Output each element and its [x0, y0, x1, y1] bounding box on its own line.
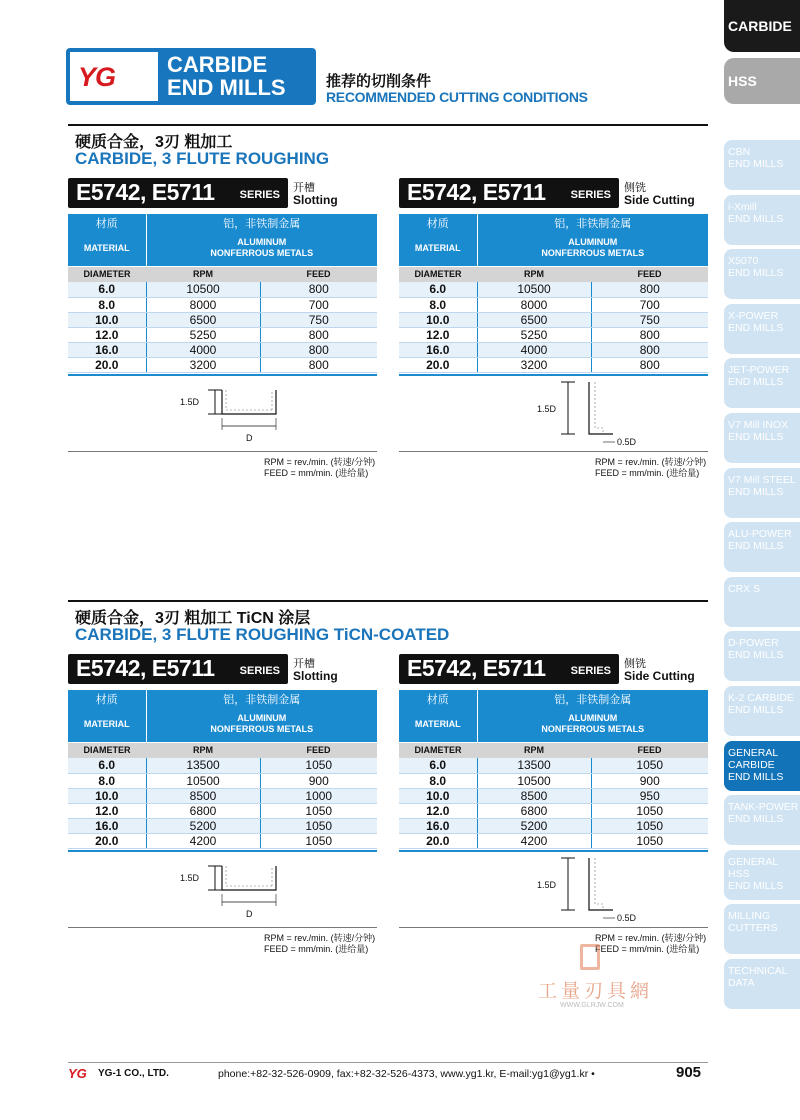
material-label-cn: 材质 [399, 690, 477, 707]
operation-cn: 侧铣 [624, 182, 646, 194]
cell-rpm: 5250 [146, 327, 260, 342]
series-suffix: SERIES [239, 665, 280, 677]
cell-diameter: 6.0 [68, 758, 146, 773]
table-bottom-border [68, 850, 377, 852]
diagram-divider [399, 451, 708, 452]
material-row-cn [399, 690, 708, 707]
side-tab-label: CBN [728, 146, 751, 158]
units-note-feed: FEED = mm/min. (进给量) [264, 944, 369, 954]
side-tab-label: END MILLS [728, 485, 784, 498]
material-value-cn: 铝，非铁制金属 [146, 690, 377, 707]
header-feed: FEED [260, 266, 377, 282]
side-tab-item[interactable] [724, 850, 800, 900]
material-value [477, 231, 708, 266]
side-tab-item[interactable] [724, 741, 800, 791]
side-tab-label: END MILLS [728, 770, 784, 783]
series-name: E5742, E5711 [76, 179, 215, 205]
cell-feed: 1050 [260, 818, 377, 833]
units-note [595, 933, 706, 955]
banner-title [167, 53, 286, 99]
cell-rpm: 10500 [477, 282, 591, 297]
table-header-row [399, 266, 708, 282]
diagram-width-label: D [246, 909, 253, 919]
table-row [399, 788, 708, 803]
section-divider [68, 124, 708, 126]
material-label-cn: 材质 [399, 214, 477, 231]
material-value [146, 231, 377, 266]
table-row [399, 818, 708, 833]
cell-diameter: 16.0 [399, 342, 477, 357]
operation-en: Side Cutting [624, 669, 695, 683]
operation-cn: 开槽 [293, 182, 315, 194]
header-rpm: RPM [477, 742, 591, 758]
side-navigation [724, 0, 800, 1040]
side-tab-label: CRX S [728, 582, 761, 595]
series-name: E5742, E5711 [407, 655, 546, 681]
watermark-logo [580, 944, 600, 970]
diagram-depth-label: 1.5D [537, 404, 557, 414]
material-row [68, 231, 377, 266]
side-tab-label: K-2 CARBIDE [728, 691, 794, 704]
material-value-cn: 铝，非铁制金属 [477, 214, 708, 231]
page-subtitle-en: RECOMMENDED CUTTING CONDITIONS [326, 89, 588, 105]
cell-rpm: 4200 [477, 833, 591, 848]
side-category-list [724, 140, 800, 1014]
side-tab-label: END MILLS [728, 321, 784, 334]
cell-rpm: 13500 [146, 758, 260, 773]
side-tab-item[interactable] [724, 304, 800, 354]
diagram-divider [68, 927, 377, 928]
side-tab-label: END MILLS [728, 267, 784, 280]
material-row [399, 231, 708, 266]
cell-rpm: 4000 [477, 342, 591, 357]
diagram-divider [68, 451, 377, 452]
watermark-url: WWW.GLRJW.COM [560, 1002, 624, 1009]
diagram-divider [399, 927, 708, 928]
cutting-conditions-table [399, 690, 708, 849]
side-tab-label: X-POWER [728, 309, 779, 322]
cell-diameter: 20.0 [399, 833, 477, 848]
units-note-rpm: RPM = rev./min. (转速/分钟) [595, 933, 707, 943]
table-row [399, 312, 708, 327]
cell-diameter: 16.0 [68, 818, 146, 833]
cell-feed: 1050 [591, 818, 708, 833]
series-title [399, 654, 619, 684]
header-feed: FEED [591, 266, 708, 282]
footer-company: YG-1 CO., LTD. [98, 1068, 169, 1079]
cell-diameter: 16.0 [68, 342, 146, 357]
cell-feed: 1000 [260, 788, 377, 803]
cell-feed: 800 [260, 282, 377, 297]
side-tab-label: END MILLS [728, 879, 784, 892]
material-row-cn [399, 214, 708, 231]
cell-feed: 750 [591, 312, 708, 327]
banner-title-line2: END MILLS [167, 75, 286, 100]
cell-rpm: 5200 [477, 818, 591, 833]
units-note [264, 933, 375, 955]
table-row [399, 342, 708, 357]
cell-diameter: 8.0 [399, 297, 477, 312]
cell-diameter: 6.0 [68, 282, 146, 297]
table-row [399, 803, 708, 818]
cell-feed: 900 [260, 773, 377, 788]
cell-diameter: 10.0 [68, 788, 146, 803]
units-note [595, 457, 706, 479]
diagram-width-label: 0.5D [617, 913, 637, 923]
side-tab-label: END MILLS [728, 158, 784, 170]
material-value-line1: ALUMINUM [237, 237, 287, 248]
cell-feed: 800 [260, 357, 377, 372]
side-tab-item[interactable] [724, 631, 800, 681]
header-feed: FEED [260, 742, 377, 758]
side-tab-label: V7 Mill STEEL [728, 473, 796, 486]
material-value-line2: NONFERROUS METALS [541, 248, 645, 259]
table-header-row [399, 742, 708, 758]
table-bottom-border [68, 374, 377, 376]
operation-cn: 侧铣 [624, 658, 646, 670]
side-tab-label: END MILLS [728, 430, 784, 443]
series-title [68, 654, 288, 684]
header-rpm: RPM [146, 742, 260, 758]
side-tab-label: END MILLS [728, 813, 784, 826]
table-row [399, 833, 708, 848]
cell-feed: 800 [591, 282, 708, 297]
cell-diameter: 12.0 [68, 327, 146, 342]
operation-en: Slotting [293, 669, 338, 683]
side-tab-label: CUTTERS [728, 922, 778, 935]
cell-diameter: 12.0 [399, 803, 477, 818]
cell-rpm: 10500 [146, 773, 260, 788]
material-row [68, 707, 377, 742]
tab-hss[interactable]: HSS [724, 58, 800, 104]
side-tab-label: D-POWER [728, 637, 779, 650]
side-cutting-diagram [529, 378, 669, 448]
section-divider [68, 600, 708, 602]
cell-rpm: 8500 [146, 788, 260, 803]
material-row-cn [68, 690, 377, 707]
series-title [399, 178, 619, 208]
cell-diameter: 10.0 [399, 312, 477, 327]
side-tab-label: ALU-POWER [728, 528, 792, 541]
table-row [399, 758, 708, 773]
cell-rpm: 6800 [477, 803, 591, 818]
cell-rpm: 3200 [146, 357, 260, 372]
cell-feed: 1050 [260, 758, 377, 773]
header-rpm: RPM [477, 266, 591, 282]
cell-rpm: 3200 [477, 357, 591, 372]
section-title-cn: 硬质合金，3刃 粗加工 [75, 134, 233, 151]
slotting-diagram [178, 382, 318, 452]
cell-feed: 800 [260, 342, 377, 357]
cell-diameter: 16.0 [399, 818, 477, 833]
header-rpm: RPM [146, 266, 260, 282]
material-row [399, 707, 708, 742]
footer-logo: YG [68, 1066, 87, 1081]
side-tab-item[interactable] [724, 577, 800, 627]
cell-rpm: 4200 [146, 833, 260, 848]
series-name: E5742, E5711 [76, 655, 215, 681]
diagram-width-label: D [246, 433, 253, 443]
header-diameter: DIAMETER [399, 266, 477, 282]
cell-rpm: 5250 [477, 327, 591, 342]
side-tab-label: X5070 [728, 255, 759, 268]
brand-logo-area [70, 52, 158, 101]
table-row [68, 833, 377, 848]
side-tab-item[interactable] [724, 686, 800, 736]
units-note-feed: FEED = mm/min. (进给量) [264, 468, 369, 478]
page-number: 905 [676, 1064, 702, 1081]
cell-rpm: 10500 [146, 282, 260, 297]
material-label: MATERIAL [399, 231, 477, 266]
cutting-conditions-table [68, 690, 377, 849]
material-value-cn: 铝，非铁制金属 [477, 690, 708, 707]
footer-contact: phone:+82-32-526-0909, fax:+82-32-526-4373, www.yg1.kr, E-mail:yg1@yg1.kr • [218, 1068, 595, 1080]
header-banner [66, 48, 316, 105]
side-tab-label: CARBIDE [728, 758, 775, 771]
header-diameter: DIAMETER [68, 266, 146, 282]
side-tab-item[interactable] [724, 249, 800, 299]
side-tab-label: END MILLS [728, 649, 784, 662]
cell-feed: 1050 [591, 833, 708, 848]
header-diameter: DIAMETER [68, 742, 146, 758]
table-row [68, 342, 377, 357]
cell-feed: 950 [591, 788, 708, 803]
side-tab-label: i-Xmill [728, 200, 757, 213]
material-value-line2: NONFERROUS METALS [541, 724, 645, 735]
cutting-conditions-table [399, 214, 708, 373]
watermark-text: 工量刃具網 [538, 980, 654, 1002]
side-tab-item[interactable] [724, 358, 800, 408]
table-header-row [68, 266, 377, 282]
table-row [68, 818, 377, 833]
cell-diameter: 20.0 [68, 357, 146, 372]
table-bottom-border [399, 850, 708, 852]
side-tab-item[interactable] [724, 904, 800, 954]
side-tab-item[interactable] [724, 959, 800, 1009]
cell-feed: 800 [591, 357, 708, 372]
material-value-line1: ALUMINUM [568, 237, 618, 248]
material-row-cn [68, 214, 377, 231]
side-tab-item[interactable] [724, 468, 800, 518]
cell-feed: 700 [260, 297, 377, 312]
tab-carbide[interactable]: CARBIDE [724, 0, 800, 52]
series-name: E5742, E5711 [407, 179, 546, 205]
page-subtitle-cn: 推荐的切削条件 [326, 73, 432, 90]
operation-en: Slotting [293, 193, 338, 207]
cell-rpm: 6500 [146, 312, 260, 327]
cell-diameter: 6.0 [399, 282, 477, 297]
table-row [399, 773, 708, 788]
cell-diameter: 12.0 [399, 327, 477, 342]
table-row [68, 312, 377, 327]
table-row [68, 327, 377, 342]
diagram-depth-label: 1.5D [537, 880, 557, 890]
series-suffix: SERIES [239, 189, 280, 201]
section-title-cn: 硬质合金，3刃 粗加工 TiCN 涂层 [75, 610, 311, 627]
units-note-rpm: RPM = rev./min. (转速/分钟) [264, 933, 376, 943]
units-note-rpm: RPM = rev./min. (转速/分钟) [595, 457, 707, 467]
material-value-line2: NONFERROUS METALS [210, 248, 314, 259]
diagram-width-label: 0.5D [617, 437, 637, 447]
side-tab-label: END MILLS [728, 212, 784, 225]
table-row [68, 758, 377, 773]
cell-diameter: 6.0 [399, 758, 477, 773]
table-bottom-border [399, 374, 708, 376]
side-tab-label: JET-POWER [728, 364, 790, 377]
side-tab-label: DATA [728, 976, 755, 989]
side-tab-item[interactable] [724, 522, 800, 572]
cell-feed: 750 [260, 312, 377, 327]
side-tab-item[interactable] [724, 795, 800, 845]
side-tab-item[interactable] [724, 195, 800, 245]
material-label: MATERIAL [68, 707, 146, 742]
cell-diameter: 10.0 [399, 788, 477, 803]
units-note [264, 457, 375, 479]
header-feed: FEED [591, 742, 708, 758]
cell-diameter: 10.0 [68, 312, 146, 327]
table-row [68, 297, 377, 312]
banner-title-line1: CARBIDE [167, 52, 268, 77]
table-row [399, 297, 708, 312]
side-tab-label: END MILLS [728, 540, 784, 553]
operation-cn: 开槽 [293, 658, 315, 670]
slotting-diagram [178, 858, 318, 928]
table-row [399, 327, 708, 342]
cell-diameter: 8.0 [399, 773, 477, 788]
cell-feed: 1050 [591, 803, 708, 818]
material-value-line2: NONFERROUS METALS [210, 724, 314, 735]
cell-rpm: 8500 [477, 788, 591, 803]
series-title [68, 178, 288, 208]
cell-diameter: 20.0 [399, 357, 477, 372]
side-tab-item[interactable] [724, 140, 800, 190]
material-label: MATERIAL [399, 707, 477, 742]
cell-feed: 900 [591, 773, 708, 788]
side-tab-label: END MILLS [728, 376, 784, 389]
material-value-line1: ALUMINUM [568, 713, 618, 724]
footer-divider [68, 1062, 708, 1063]
units-note-rpm: RPM = rev./min. (转速/分钟) [264, 457, 376, 467]
cell-diameter: 12.0 [68, 803, 146, 818]
cell-rpm: 4000 [146, 342, 260, 357]
cell-feed: 1050 [260, 833, 377, 848]
table-row [68, 282, 377, 297]
cell-feed: 800 [260, 327, 377, 342]
diagram-depth-label: 1.5D [180, 397, 200, 407]
cell-feed: 800 [591, 327, 708, 342]
table-row [68, 803, 377, 818]
material-value-line1: ALUMINUM [237, 713, 287, 724]
units-note-feed: FEED = mm/min. (进给量) [595, 468, 700, 478]
side-tab-label: TANK-POWER [728, 801, 799, 814]
cutting-conditions-table [68, 214, 377, 373]
series-suffix: SERIES [570, 189, 611, 201]
cell-rpm: 6800 [146, 803, 260, 818]
side-cutting-diagram [529, 854, 669, 924]
material-label-cn: 材质 [68, 690, 146, 707]
cell-feed: 800 [591, 342, 708, 357]
side-tab-label: MILLING [728, 910, 771, 923]
table-row [68, 357, 377, 372]
table-row [399, 282, 708, 297]
cell-rpm: 5200 [146, 818, 260, 833]
series-suffix: SERIES [570, 665, 611, 677]
section-title-en: CARBIDE, 3 FLUTE ROUGHING [75, 149, 330, 168]
cell-rpm: 6500 [477, 312, 591, 327]
cell-rpm: 10500 [477, 773, 591, 788]
cell-diameter: 8.0 [68, 773, 146, 788]
side-tab-label: GENERAL [728, 746, 779, 759]
cell-feed: 1050 [591, 758, 708, 773]
side-tab-label: HSS [728, 867, 750, 880]
cell-feed: 700 [591, 297, 708, 312]
cell-rpm: 8000 [146, 297, 260, 312]
section-title-en: CARBIDE, 3 FLUTE ROUGHING TiCN-COATED [75, 625, 450, 644]
material-value [477, 707, 708, 742]
cell-rpm: 8000 [477, 297, 591, 312]
table-row [68, 773, 377, 788]
side-tab-label: TECHNICAL [728, 964, 788, 977]
table-row [399, 357, 708, 372]
table-header-row [68, 742, 377, 758]
diagram-depth-label: 1.5D [180, 873, 200, 883]
side-tab-label: END MILLS [728, 703, 784, 716]
cell-diameter: 20.0 [68, 833, 146, 848]
header-diameter: DIAMETER [399, 742, 477, 758]
side-tab-item[interactable] [724, 413, 800, 463]
table-row [68, 788, 377, 803]
material-value [146, 707, 377, 742]
material-label: MATERIAL [68, 231, 146, 266]
cell-diameter: 8.0 [68, 297, 146, 312]
material-label-cn: 材质 [68, 214, 146, 231]
side-tab-label: GENERAL [728, 855, 779, 868]
cell-rpm: 13500 [477, 758, 591, 773]
operation-en: Side Cutting [624, 193, 695, 207]
material-value-cn: 铝，非铁制金属 [146, 214, 377, 231]
units-note-feed: FEED = mm/min. (进给量) [595, 944, 700, 954]
side-tab-label: V7 Mill INOX [728, 418, 789, 431]
yg-logo: YG [78, 62, 116, 92]
cell-feed: 1050 [260, 803, 377, 818]
